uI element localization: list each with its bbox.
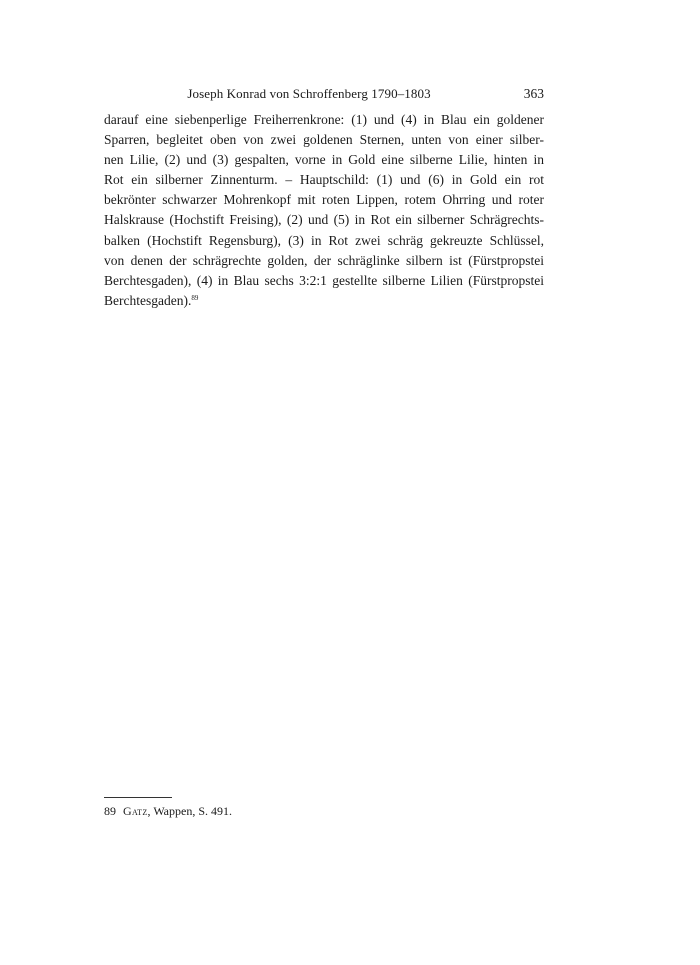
- body-line: bekrönter schwarzer Mohrenkopf mit roten Lippen, rotem Ohrring und roter: [104, 192, 544, 208]
- footnote-number: 89: [104, 804, 116, 818]
- footnote-author: Gatz: [123, 804, 148, 818]
- body-line: Rot ein silberner Zinnenturm. – Hauptschild: (1) und (6) in Gold ein rot: [104, 172, 544, 188]
- footnote: [104, 802, 544, 820]
- running-title: Joseph Konrad von Schroffenberg 1790–1803: [187, 86, 431, 101]
- body-paragraph: [104, 110, 544, 311]
- body-line: von denen der schrägrechte golden, der schräglinke silbern ist (Fürstpropstei: [104, 252, 544, 268]
- body-line: nen Lilie, (2) und (3) gespalten, vorne in Gold eine silberne Lilie, hinten in: [104, 152, 544, 168]
- footnote-text: , Wappen, S. 491.: [147, 804, 233, 818]
- body-line: balken (Hochstift Regensburg), (3) in Rot zwei schräg gekreuzte Schlüssel,: [104, 232, 544, 248]
- footnote-divider: [104, 797, 172, 798]
- body-line: darauf eine siebenperlige Freiherrenkrone: (1) und (4) in Blau ein goldener: [104, 112, 544, 127]
- body-line: Berchtesgaden), (4) in Blau sechs 3:2:1 gestellte silberne Lilien (Fürstpropstei: [104, 272, 544, 288]
- running-head: [104, 84, 544, 104]
- body-line: Halskrause (Hochstift Freising), (2) und (5) in Rot ein silberner Schrägrechts-: [104, 212, 544, 228]
- body-line-last: [104, 291, 544, 311]
- body-line: Sparren, begleitet oben von zwei goldenen Sternen, unten von einer silber-: [104, 132, 544, 148]
- page-number: 363: [523, 86, 544, 101]
- body-last-line-text: Berchtesgaden).: [104, 292, 192, 308]
- footnote-reference[interactable]: 89: [191, 293, 199, 302]
